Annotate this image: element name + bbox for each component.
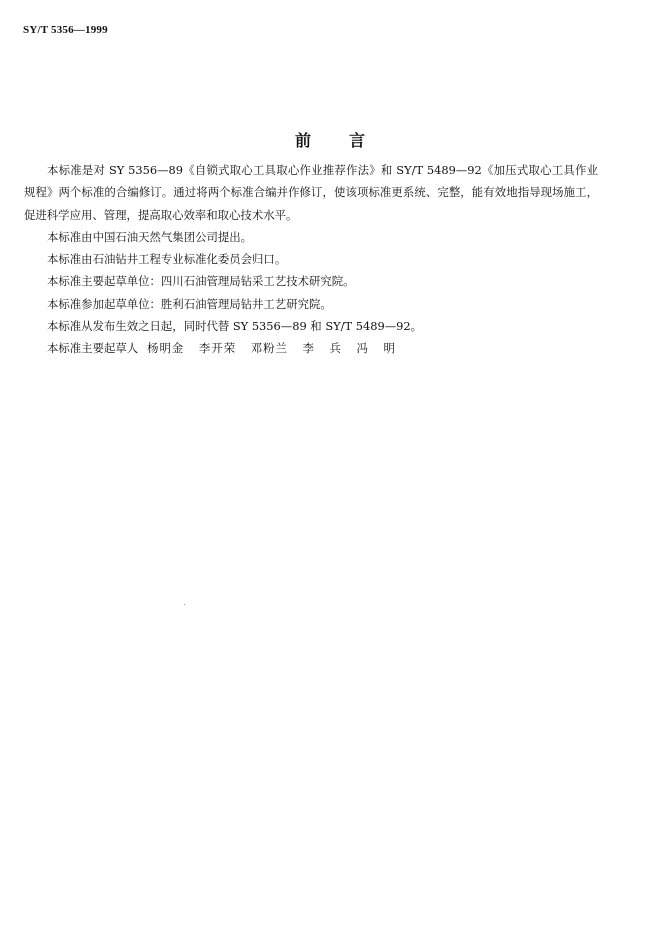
paragraph-replacement: 本标准从发布生效之日起，同时代替 SY 5356—89 和 SY/T 5489—92。 — [47, 319, 422, 334]
scan-speck — [184, 604, 185, 605]
paragraph-participating-unit: 本标准参加起草单位：胜利石油管理局钻井工艺研究院。 — [47, 296, 332, 311]
paragraph-committee: 本标准由石油钻井工程专业标准化委员会归口。 — [47, 252, 287, 267]
drafters-line — [24, 337, 598, 359]
drafters-names: 杨明金 李开荣 邓粉兰 李 兵 冯 明 — [147, 341, 396, 356]
paragraph-proposer: 本标准由中国石油天然气集团公司提出。 — [47, 229, 253, 244]
standard-number-header: SY/T 5356—1999 — [23, 24, 108, 36]
paragraph-main-drafting-unit: 本标准主要起草单位：四川石油管理局钻采工艺技术研究院。 — [47, 274, 355, 289]
foreword-body — [24, 159, 598, 360]
paragraph-purpose: 本标准是对 SY 5356—89《自锁式取心工具取心作业推荐作法》和 SY/T 5489—92《加压式取心工具作业规程》两个标准的合编修订。通过将两个标准合编并作修订，使该项标准更系统、完整，能有效地指导现场施工，促进科学应用、管理，提高取心效率和取心技术水平。 — [24, 163, 598, 222]
drafters-label: 本标准主要起草人 — [47, 341, 139, 356]
page-title: 前言 — [294, 131, 403, 150]
